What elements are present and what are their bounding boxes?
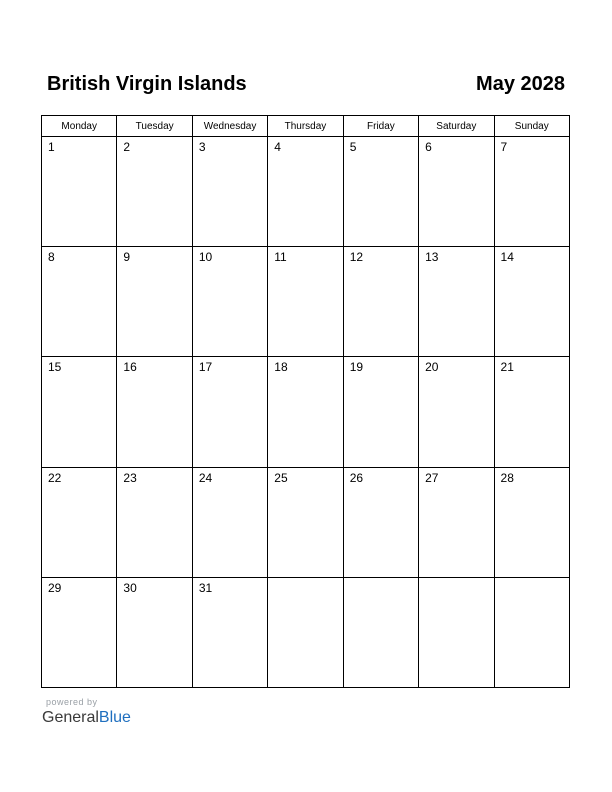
day-number: 6 xyxy=(425,140,432,154)
month-calendar-grid xyxy=(41,115,570,688)
week-row xyxy=(42,357,570,467)
day-number xyxy=(344,578,418,581)
day-number: 4 xyxy=(274,140,281,154)
calendar-month-title: May 2028 xyxy=(476,73,565,95)
weekday-header: Wednesday xyxy=(192,116,267,137)
brand-name-blue: Blue xyxy=(98,709,131,726)
day-cell xyxy=(343,577,418,687)
day-number: 30 xyxy=(123,580,137,595)
day-number: 26 xyxy=(349,470,364,485)
weekday-header: Tuesday xyxy=(117,116,192,137)
week-row xyxy=(42,577,570,687)
day-cell xyxy=(343,247,418,357)
week-row xyxy=(42,467,570,577)
day-cell xyxy=(192,467,267,577)
day-number: 1 xyxy=(48,140,55,154)
day-cell xyxy=(268,357,343,467)
day-cell xyxy=(117,247,192,357)
day-cell xyxy=(419,137,494,247)
day-cell xyxy=(343,357,418,467)
day-cell xyxy=(117,577,192,687)
weekday-header: Saturday xyxy=(419,116,494,137)
day-cell xyxy=(419,357,494,467)
day-cell xyxy=(192,137,267,247)
day-cell xyxy=(42,577,117,687)
day-number: 27 xyxy=(425,470,439,485)
weekday-header: Thursday xyxy=(268,116,343,137)
day-cell xyxy=(192,247,267,357)
brand-logo xyxy=(42,709,131,727)
day-cell xyxy=(42,137,117,247)
day-number: 5 xyxy=(349,140,357,154)
day-number: 9 xyxy=(123,250,131,265)
day-number: 29 xyxy=(48,580,62,595)
day-cell xyxy=(192,357,267,467)
day-cell xyxy=(268,247,343,357)
day-number: 2 xyxy=(123,140,131,154)
day-cell xyxy=(419,577,494,687)
powered-by-text: powered by xyxy=(46,697,98,707)
day-cell xyxy=(42,467,117,577)
day-number: 31 xyxy=(198,580,213,595)
day-cell xyxy=(419,467,494,577)
day-number: 7 xyxy=(500,140,508,154)
calendar-region-title: British Virgin Islands xyxy=(47,73,247,95)
day-number: 3 xyxy=(198,140,206,154)
weekday-header: Sunday xyxy=(494,116,569,137)
day-number: 21 xyxy=(500,360,514,375)
day-cell xyxy=(268,467,343,577)
day-cell xyxy=(494,247,569,357)
day-number: 19 xyxy=(349,360,364,375)
day-cell xyxy=(268,577,343,687)
week-row xyxy=(42,137,570,247)
day-cell xyxy=(268,137,343,247)
day-number: 18 xyxy=(274,360,288,375)
day-cell xyxy=(419,247,494,357)
day-number: 11 xyxy=(274,250,287,265)
weekday-header-row xyxy=(42,116,570,137)
day-cell xyxy=(117,467,192,577)
day-cell xyxy=(494,577,569,687)
day-cell xyxy=(42,247,117,357)
day-cell xyxy=(494,467,569,577)
day-number xyxy=(268,578,342,581)
day-number: 23 xyxy=(123,470,137,485)
day-number: 25 xyxy=(274,470,288,485)
day-number: 14 xyxy=(500,250,514,265)
day-cell xyxy=(42,357,117,467)
day-number: 10 xyxy=(198,250,213,265)
day-number: 15 xyxy=(48,360,62,375)
day-number: 24 xyxy=(198,470,213,485)
day-cell xyxy=(117,137,192,247)
footer-branding xyxy=(42,697,131,727)
day-number: 13 xyxy=(425,250,439,265)
day-number: 12 xyxy=(349,250,364,265)
day-cell xyxy=(494,137,569,247)
day-number: 17 xyxy=(198,360,213,375)
day-number xyxy=(495,578,569,581)
week-row xyxy=(42,247,570,357)
brand-name-general: General xyxy=(42,709,99,726)
day-number: 16 xyxy=(123,360,137,375)
weekday-header: Friday xyxy=(343,116,418,137)
day-cell xyxy=(343,467,418,577)
day-number: 8 xyxy=(48,250,55,265)
day-cell xyxy=(117,357,192,467)
day-cell xyxy=(494,357,569,467)
day-number: 20 xyxy=(425,360,439,375)
day-number: 28 xyxy=(500,470,514,485)
day-cell xyxy=(343,137,418,247)
day-number: 22 xyxy=(48,470,62,485)
day-number xyxy=(419,578,493,581)
day-cell xyxy=(192,577,267,687)
weekday-header: Monday xyxy=(42,116,117,137)
